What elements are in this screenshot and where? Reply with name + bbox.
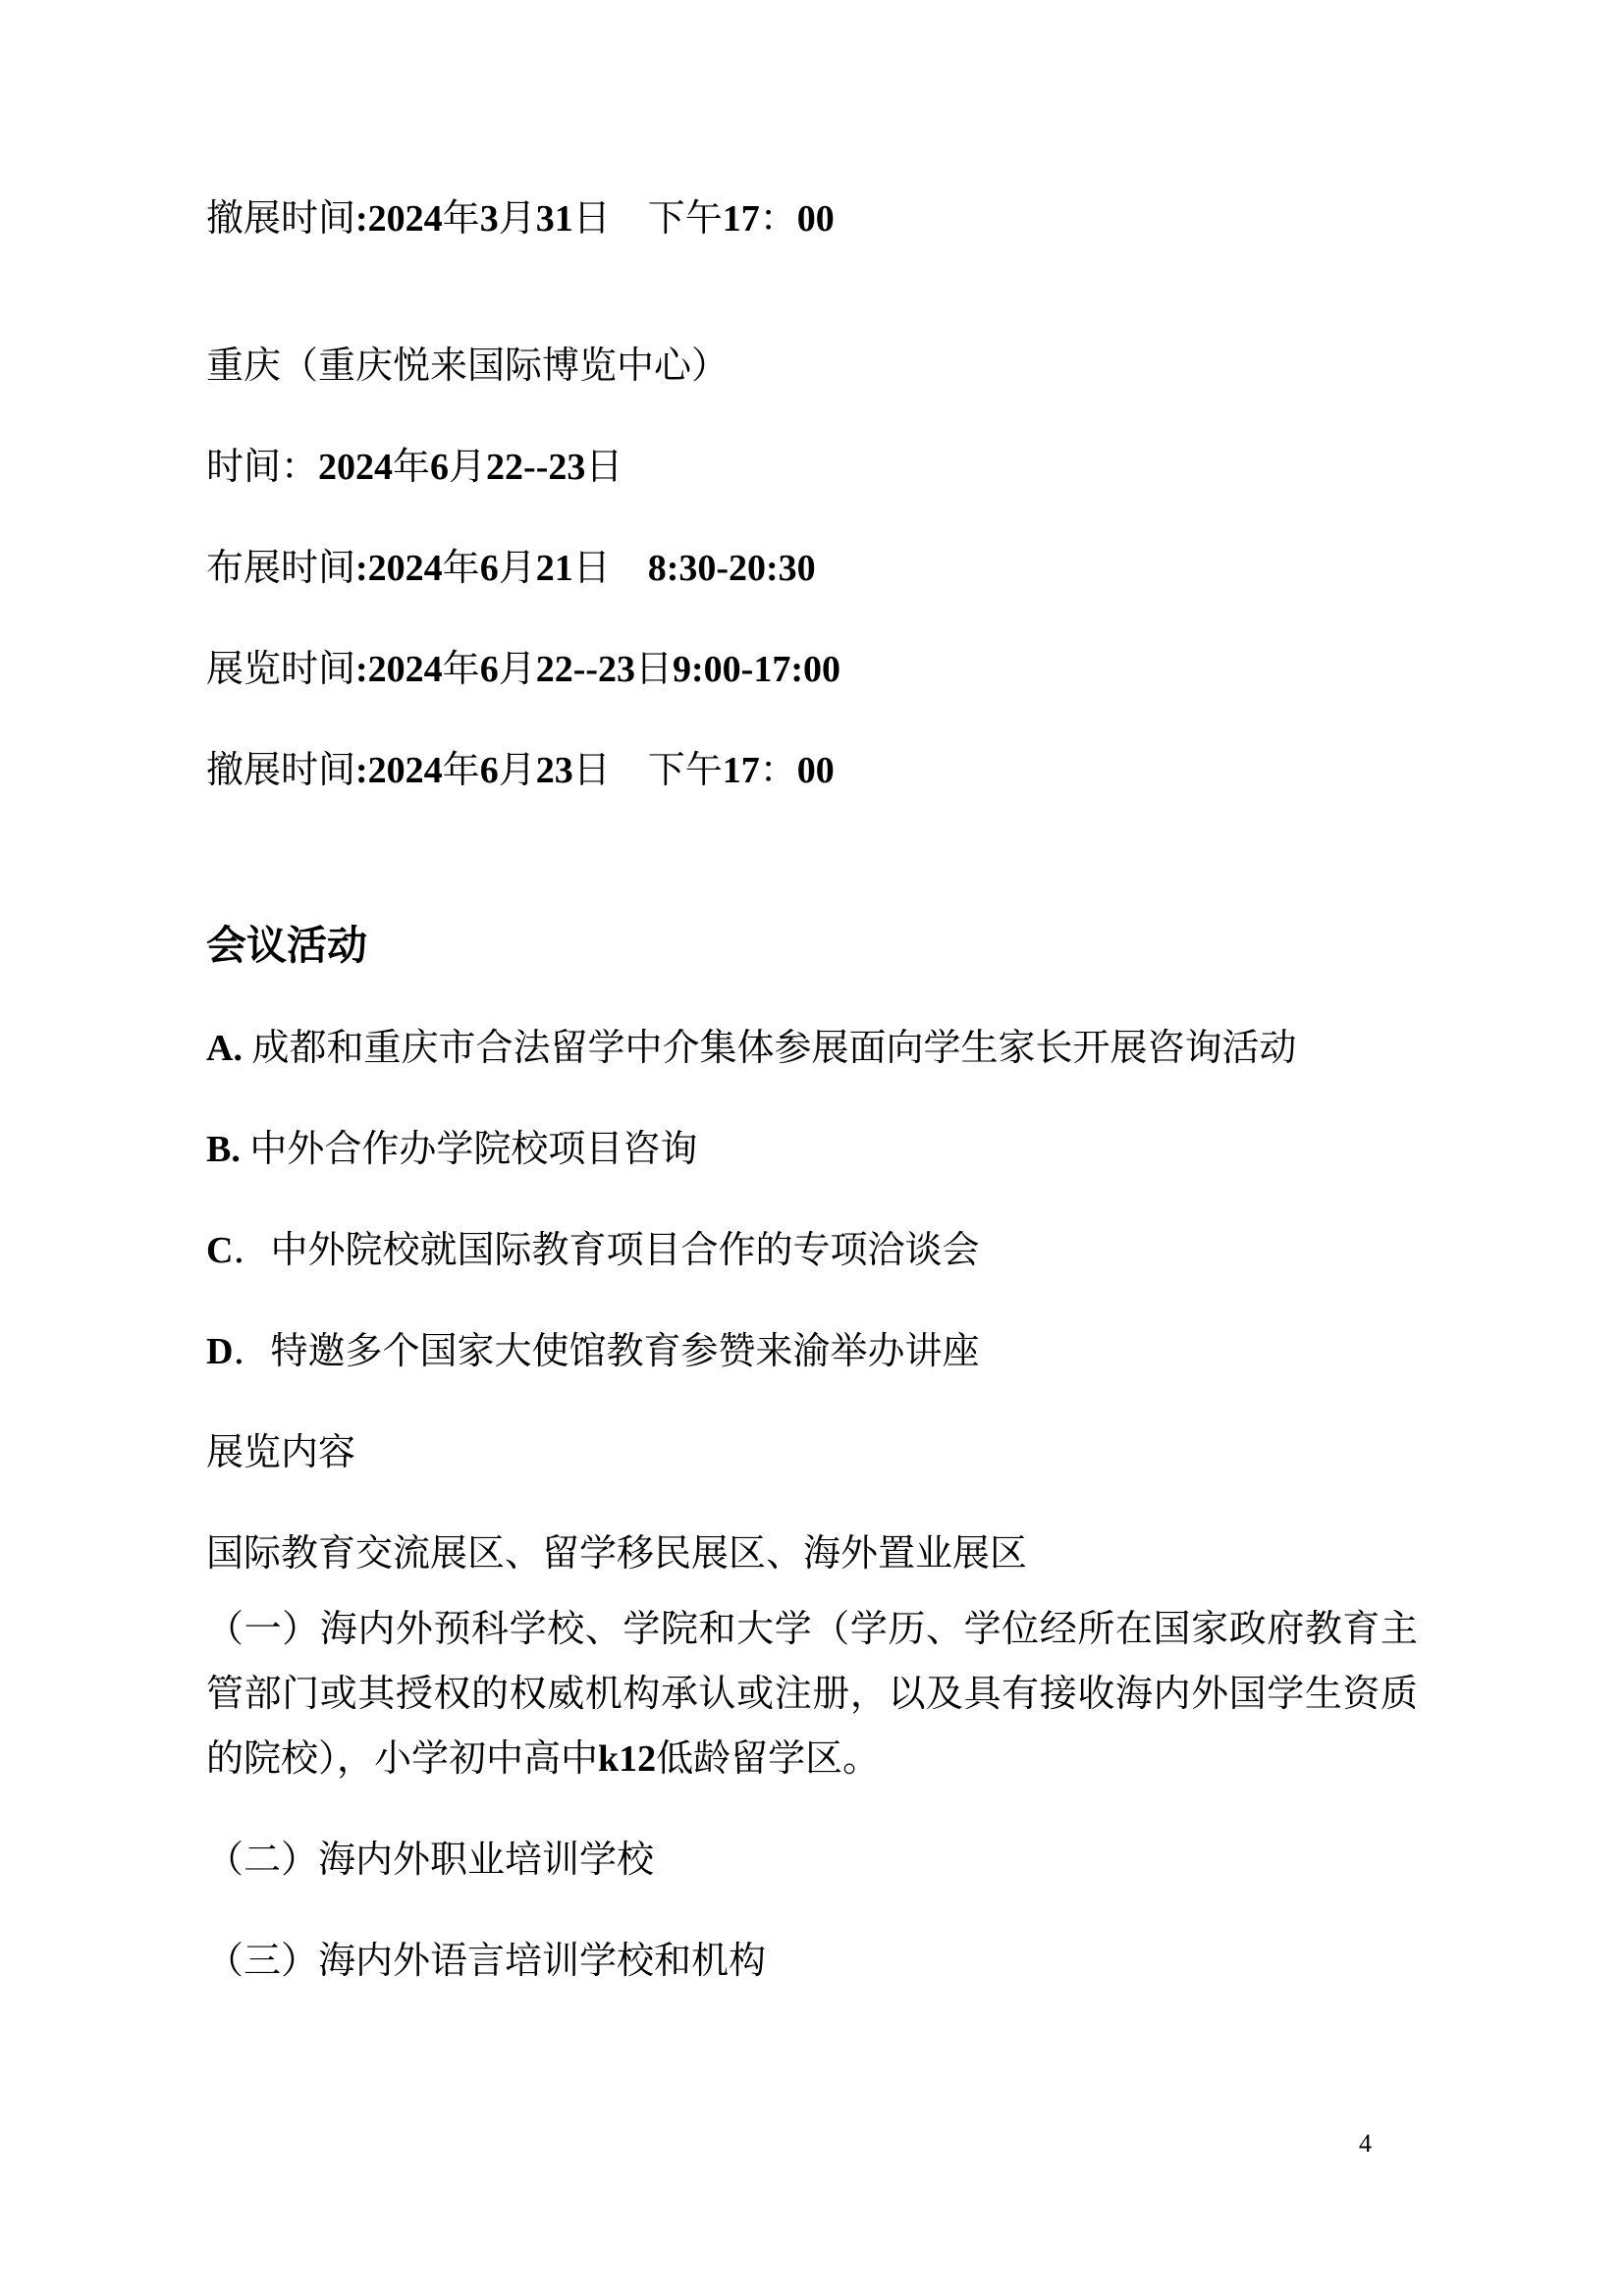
- paragraph-teardown-march: 撤展时间:2024年3月31日 下午17：00: [206, 198, 835, 240]
- paragraph-teardown-june: 撤展时间:2024年6月23日 下午17：00: [206, 750, 835, 791]
- conference-item-c: C．中外院校就国际教育项目合作的专项洽谈会: [206, 1230, 980, 1271]
- paragraph-venue-chongqing: 重庆（重庆悦来国际博览中心）: [206, 346, 730, 387]
- paragraph-setup-time-june: 布展时间:2024年6月21日 8:30-20:30: [206, 548, 816, 589]
- exhibition-category-two: （二）海内外职业培训学校: [206, 1840, 655, 1881]
- page-number: 4: [1359, 2129, 1372, 2158]
- exhibition-content-label: 展览内容: [206, 1432, 356, 1473]
- conference-item-b: B. 中外合作办学院校项目咨询: [206, 1129, 698, 1170]
- conference-item-a: A. 成都和重庆市合法留学中介集体参展面向学生家长开展咨询活动: [206, 1028, 1297, 1069]
- paragraph-date-june: 时间：2024年6月22--23日: [206, 447, 623, 488]
- exhibition-category-three: （三）海内外语言培训学校和机构: [206, 1941, 767, 1982]
- paragraph-exhibition-zones: 国际教育交流展区、留学移民展区、海外置业展区: [206, 1533, 1028, 1575]
- paragraph-exhibition-time-june: 展览时间:2024年6月22--23日9:00-17:00: [206, 649, 840, 690]
- section-heading-conference-activities: 会议活动: [206, 923, 367, 968]
- conference-item-d: D．特邀多个国家大使馆教育参赞来渝举办讲座: [206, 1331, 980, 1372]
- exhibition-category-one: （一）海内外预科学校、学院和大学（学历、学位经所在国家政府教育主管部门或其授权的权威机构承认或注册，以及具有接收海内外国学生资质的院校），小学初中高中k12低龄留学区。: [206, 1609, 1418, 1780]
